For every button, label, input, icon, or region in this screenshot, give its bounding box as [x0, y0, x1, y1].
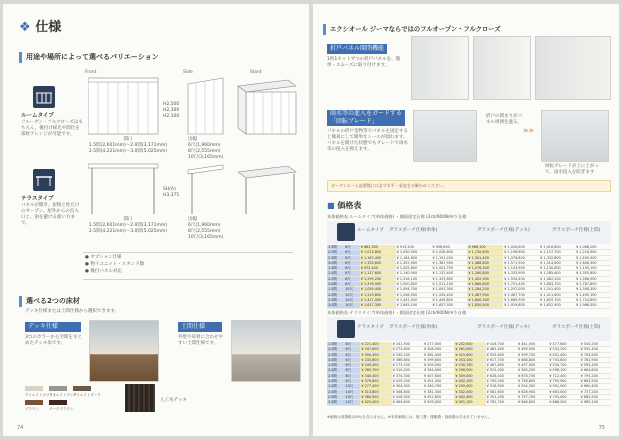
- price-cell: ¥ 563,200: [517, 368, 548, 373]
- price-cell: 1.5間: [327, 266, 344, 271]
- price-cell: 6尺: [345, 352, 361, 357]
- price-cell: 3.0間: [327, 400, 345, 405]
- price-cell: 10尺: [344, 287, 360, 292]
- price-cell: ¥ 273,100: [392, 363, 423, 368]
- price-cell: 2.0間: [327, 292, 344, 297]
- price-cell: ¥ 660,400: [580, 384, 611, 389]
- price-cell: ¥ 277,400: [360, 384, 391, 389]
- price-cell: ¥ 1,852,900: [539, 303, 575, 308]
- earth-spec-badge: 土間仕様: [178, 322, 222, 332]
- price-cell: ¥ 1,285,600: [539, 271, 575, 276]
- price-cell: ¥ 416,700: [486, 342, 517, 347]
- price-cell: ¥ 1,417,000: [360, 297, 396, 302]
- price-cell: ¥ 1,016,800: [539, 245, 575, 250]
- price-cell: ¥ 1,449,800: [432, 297, 468, 302]
- terrace-type-drawings: [88, 162, 298, 222]
- price-cell: ¥ 1,030,500: [396, 250, 432, 255]
- price-cell: ¥ 883,500: [580, 379, 611, 384]
- price-cell: ¥ 418,500: [392, 394, 423, 399]
- price-cell: 10尺: [345, 389, 361, 394]
- price-row: [327, 303, 611, 308]
- price-cell: ¥ 882,300: [360, 245, 396, 250]
- price-cell: ¥ 1,787,800: [575, 282, 611, 287]
- price-cell: ¥ 1,566,900: [575, 276, 611, 281]
- price-row: [327, 400, 611, 405]
- price-cell: ¥ 626,900: [517, 389, 548, 394]
- price-cell: ¥ 1,308,300: [575, 287, 611, 292]
- price-cell: 8尺: [344, 282, 360, 287]
- price-cell: ¥ 499,500: [517, 347, 548, 352]
- price-cell: ¥ 1,645,100: [396, 303, 432, 308]
- price-cell: ¥ 1,316,100: [396, 276, 432, 281]
- price-cell: ¥ 1,191,200: [432, 255, 468, 260]
- price-footnote: ※価格は消費税(10%)を含みません。※本体価格には、施工費・運搬費・諸経費は含まれていません。: [327, 415, 492, 419]
- price-cell: ¥ 848,800: [517, 400, 548, 405]
- price-cell: ¥ 1,441,400: [396, 297, 432, 302]
- price-cell: ¥ 1,683,700: [539, 282, 575, 287]
- price-cell: ¥ 1,301,400: [467, 255, 503, 260]
- price-cell: ¥ 595,300: [580, 363, 611, 368]
- price-cell: ¥ 1,028,600: [432, 250, 468, 255]
- price-cell: 8尺: [345, 368, 361, 373]
- price-cell: ¥ 310,200: [392, 368, 423, 373]
- price-cell: ¥ 628,400: [486, 373, 517, 378]
- price-cell: ¥ 296,500: [454, 368, 485, 373]
- price-cell: ¥ 359,000: [454, 373, 485, 378]
- arrow-right-icon: »»: [523, 126, 535, 136]
- price-cell: ¥ 781,900: [580, 357, 611, 362]
- price-cell: ¥ 758,800: [517, 379, 548, 384]
- price-cell: ¥ 1,130,800: [539, 266, 575, 271]
- price-cell: ¥ 1,219,800: [360, 292, 396, 297]
- price-cell: ¥ 353,100: [454, 357, 485, 362]
- price-cell: 8尺: [345, 363, 361, 368]
- price-cell: 6尺: [344, 260, 360, 265]
- price-cell: ¥ 1,218,900: [575, 250, 611, 255]
- price-cell: ¥ 598,100: [548, 368, 579, 373]
- price-cell: ¥ 1,689,900: [503, 297, 539, 302]
- price-cell: ¥ 631,400: [548, 352, 579, 357]
- price-cell: ¥ 1,929,800: [503, 303, 539, 308]
- room-type-drawings: [88, 76, 298, 141]
- price-cell: ¥ 1,190,100: [575, 266, 611, 271]
- terrace-type-name: テラスタイプ: [21, 196, 54, 202]
- feature-photo-3: [535, 36, 611, 100]
- price-cell: ¥ 663,000: [548, 389, 579, 394]
- terrace-type-icon: [33, 169, 55, 191]
- price-cell: ¥ 1,143,900: [503, 266, 539, 271]
- price-cell: ¥ 469,600: [392, 400, 423, 405]
- price-cell: ¥ 249,400: [360, 363, 391, 368]
- price-cell: ¥ 664,800: [580, 368, 611, 373]
- price-cell: 6尺: [344, 250, 360, 255]
- feature2-desc: パネルの折戸金物等でパネルを固定すると簡易にして簡単なシールが図れます。パネルを開けた状態でもブレードで雨水等の侵入を抑えます。: [327, 129, 408, 152]
- price-cell: 1.5間: [327, 245, 344, 250]
- price-cell: ¥ 1,476,900: [360, 282, 396, 287]
- feature2-heading: 雨水等の進入をガードする「回転ブレード」: [327, 110, 405, 126]
- terrace-price-label: 本体価格表 テラスタイプ(単体価格) ・側面固定仕様 (2ch/600N/m²) 仕様: [327, 310, 467, 315]
- price-cell: ¥ 1,094,700: [396, 287, 432, 292]
- room-badge-icon: [337, 223, 355, 241]
- price-cell: 3.0間: [327, 357, 345, 362]
- price-cell: ¥ 451,400: [423, 379, 454, 384]
- price-cell: 10尺: [345, 400, 361, 405]
- terrace-type-desc: パネルが開き、屋根と柱だけのオープン。屋外からの出入口と、雨を避ける使い方まで。: [21, 203, 80, 226]
- deck-material-sample: [125, 384, 155, 412]
- price-cell: ¥ 332,000: [454, 389, 485, 394]
- price-cell: ¥ 700,200: [486, 379, 517, 384]
- price-cell: ¥ 1,830,900: [467, 303, 503, 308]
- price-cell: 3.0間: [327, 303, 344, 308]
- room-side-dims: 出幅 6尺(1,960mm) 8尺(2,555mm) 10尺(3,165mm): [188, 137, 224, 160]
- price-cell: 2.5間: [327, 276, 344, 281]
- price-cell: ¥ 402,400: [454, 394, 485, 399]
- price-cell: 6尺: [344, 245, 360, 250]
- price-cell: 2.5間: [327, 352, 345, 357]
- terrace-side-dims: 出幅 6尺(1,960mm) 8尺(2,555mm) 10尺(3,165mm): [188, 217, 224, 240]
- price-cell: ¥ 1,332,800: [539, 255, 575, 260]
- price-cell: ¥ 1,091,300: [432, 287, 468, 292]
- price-cell: ¥ 308,500: [423, 347, 454, 352]
- price-cell: ¥ 795,900: [548, 379, 579, 384]
- blade-photo-1: [413, 110, 477, 162]
- price-cell: ¥ 497,900: [517, 363, 548, 368]
- price-cell: ¥ 503,000: [423, 400, 454, 405]
- price-cell: ¥ 554,300: [517, 384, 548, 389]
- price-cell: ¥ 591,900: [548, 384, 579, 389]
- price-cell: ¥ 1,117,600: [360, 271, 396, 276]
- room-heights: H2,500 H2,300 H2,100: [163, 102, 180, 119]
- price-cell: 6尺: [344, 255, 360, 260]
- price-cell: ¥ 712,400: [548, 373, 579, 378]
- price-cell: 2.0間: [327, 347, 345, 352]
- price-cell: ¥ 300,300: [360, 352, 391, 357]
- price-cell: ¥ 344,900: [423, 368, 454, 373]
- terrace-heights: SH(A) H3,375: [163, 187, 180, 198]
- price-cell: ¥ 362,400: [423, 352, 454, 357]
- terrace-price-header: テラスタイプ ガラスポーチ仕様(単体) ガラスポーチ仕様(デッキ) ガラスポーチ仕様(土間): [327, 317, 611, 341]
- price-cell: ¥ 617,700: [486, 357, 517, 362]
- price-cell: ¥ 1,246,500: [396, 292, 432, 297]
- price-cell: ¥ 330,100: [392, 352, 423, 357]
- deck-photo: [89, 320, 159, 382]
- earth-spec-desc: 外壁や床材に合わせやすい土間仕様です。: [178, 335, 223, 346]
- variation-heading: 用途や場所によって選べるバリエーション: [19, 52, 299, 63]
- price-cell: 2.0間: [327, 271, 344, 276]
- price-cell: ¥ 315,600: [454, 352, 485, 357]
- price-cell: ¥ 346,800: [392, 389, 423, 394]
- deck-color-swatches: クリエイトホワイト クリエイトグレイ クリエイトダーク ブラウン ダークブラウン: [25, 386, 145, 416]
- blade-caption-1: 折戸の閉まりがパネル周囲を遮る。: [486, 114, 522, 125]
- price-cell: ¥ 737,200: [580, 389, 611, 394]
- price-cell: 2.5間: [327, 297, 344, 302]
- price-cell: 10尺: [345, 394, 361, 399]
- price-cell: ¥ 380,500: [360, 394, 391, 399]
- deck-spec-badge: デッキ仕様: [25, 322, 81, 332]
- price-cell: ¥ 477,600: [548, 342, 579, 347]
- price-cell: ¥ 704,900: [580, 352, 611, 357]
- price-cell: 8尺: [344, 276, 360, 281]
- price-cell: 2.0間: [327, 250, 344, 255]
- price-cell: ¥ 1,452,300: [467, 276, 503, 281]
- price-cell: 8尺: [345, 373, 361, 378]
- right-title: エクシオール ジーマならではのフルオープン・フルクローズ: [323, 24, 613, 35]
- price-cell: ¥ 368,800: [392, 357, 423, 362]
- price-cell: ¥ 1,352,900: [396, 260, 432, 265]
- room-price-label: 本体価格表 ルームタイプ(単体価格) ・側面固定仕様 (2ch/600N/m²) 仕様: [327, 214, 467, 219]
- price-cell: ¥ 555,600: [486, 352, 517, 357]
- price-cell: 6尺: [345, 342, 361, 347]
- blade-photo-2: [541, 110, 609, 162]
- price-cell: ¥ 592,400: [580, 347, 611, 352]
- price-cell: ¥ 1,184,800: [396, 255, 432, 260]
- price-cell: ¥ 467,800: [486, 363, 517, 368]
- left-page: [3, 4, 309, 436]
- price-heading: ■ 価格表: [327, 201, 362, 210]
- price-cell: ¥ 1,409,300: [575, 255, 611, 260]
- price-cell: ¥ 425,400: [360, 400, 391, 405]
- price-cell: ¥ 1,333,600: [360, 260, 396, 265]
- price-cell: ¥ 1,076,300: [467, 266, 503, 271]
- price-cell: ¥ 241,500: [392, 342, 423, 347]
- price-cell: ¥ 599,700: [517, 352, 548, 357]
- price-cell: ¥ 1,606,300: [575, 260, 611, 265]
- price-marker-icon: ■: [327, 201, 335, 210]
- price-cell: ¥ 1,534,400: [503, 276, 539, 281]
- price-cell: ¥ 518,900: [486, 384, 517, 389]
- price-cell: 1.5間: [327, 363, 345, 368]
- price-cell: ¥ 1,001,700: [432, 266, 468, 271]
- price-cell: ¥ 1,376,800: [503, 255, 539, 260]
- price-cell: ¥ 399,800: [423, 357, 454, 362]
- price-cell: ¥ 581,600: [486, 389, 517, 394]
- price-cell: ¥ 1,660,800: [467, 282, 503, 287]
- terrace-price-table: [327, 342, 611, 406]
- price-cell: 6尺: [345, 357, 361, 362]
- price-cell: ¥ 273,600: [392, 347, 423, 352]
- price-cell: ¥ 1,467,700: [503, 292, 539, 297]
- price-cell: 2.0間: [327, 389, 345, 394]
- price-cell: ¥ 451,100: [454, 400, 485, 405]
- price-cell: ¥ 202,000: [454, 342, 485, 347]
- feature1-desc: 1枚1セットずつの折戸パネルを、簡単・スムーズに取り付けます。: [327, 57, 401, 68]
- deck-spec-desc: 3つのカラーから空間をまとめたデッキ床です。: [25, 335, 82, 346]
- price-cell: ¥ 668,800: [517, 357, 548, 362]
- price-cell: ¥ 888,200: [548, 400, 579, 405]
- price-cell: ¥ 1,968,500: [575, 303, 611, 308]
- blade-caption-2: 回転ブレードが上に上がって、雨水侵入を防ぎます: [545, 164, 599, 175]
- price-cell: ¥ 795,200: [580, 373, 611, 378]
- options-notes: ● オプション仕様 ● 物干ユニット・スタンド類 ● 後付パネル対応: [83, 252, 293, 280]
- price-cell: ¥ 1,295,200: [360, 276, 396, 281]
- floor-desc: デッキ仕様または土間仕様から選択できます。: [25, 309, 120, 314]
- price-cell: ¥ 906,600: [432, 245, 468, 250]
- price-cell: ¥ 379,600: [360, 379, 391, 384]
- price-cell: ¥ 1,600,300: [467, 297, 503, 302]
- price-cell: ¥ 1,013,600: [360, 250, 396, 255]
- price-cell: 1.5間: [327, 384, 345, 389]
- price-cell: ¥ 340,400: [360, 373, 391, 378]
- price-cell: ¥ 340,700: [423, 384, 454, 389]
- price-cell: 3.0間: [327, 260, 344, 265]
- feature1-heading: 折戸パネル開閉機能: [327, 44, 387, 54]
- price-cell: ¥ 533,200: [548, 347, 579, 352]
- price-cell: ¥ 230,700: [454, 363, 485, 368]
- price-cell: ¥ 1,066,200: [575, 245, 611, 250]
- price-cell: ¥ 1,059,400: [360, 287, 396, 292]
- price-cell: ¥ 462,400: [486, 347, 517, 352]
- price-cell: ¥ 1,751,400: [503, 282, 539, 287]
- price-cell: 3.0間: [327, 282, 344, 287]
- price-cell: 6尺: [345, 347, 361, 352]
- price-cell: ¥ 1,488,800: [467, 260, 503, 265]
- price-cell: ¥ 1,140,900: [396, 271, 432, 276]
- price-cell: ¥ 678,700: [517, 373, 548, 378]
- view-label-front: Front: [85, 70, 97, 75]
- price-cell: 3.0間: [327, 379, 345, 384]
- price-cell: ¥ 452,800: [423, 394, 454, 399]
- feature-photo-2: [473, 36, 531, 100]
- price-cell: ¥ 1,257,000: [503, 287, 539, 292]
- price-cell: ¥ 402,100: [454, 379, 485, 384]
- price-cell: 8尺: [344, 271, 360, 276]
- deck-photo-caption: 人工木デッキ: [160, 398, 187, 403]
- price-cell: ¥ 1,005,800: [396, 266, 432, 271]
- price-cell: ¥ 530,200: [580, 342, 611, 347]
- price-cell: 8尺: [344, 266, 360, 271]
- price-cell: 2.0間: [327, 368, 345, 373]
- price-cell: ¥ 1,657,500: [432, 303, 468, 308]
- price-cell: ¥ 534,700: [548, 363, 579, 368]
- price-cell: ¥ 701,200: [486, 394, 517, 399]
- price-cell: ¥ 333,800: [360, 357, 391, 362]
- terrace-front-dims: 間口 1.5間(2,601mm)～2.0間(3,171mm) 2.5間(4,221mm)～3.0間(5,025mm): [88, 217, 168, 234]
- price-cell: 2.5間: [327, 255, 344, 260]
- price-cell: ¥ 247,600: [360, 347, 391, 352]
- price-cell: ¥ 1,130,600: [467, 250, 503, 255]
- earth-photo: [231, 320, 301, 382]
- price-cell: ¥ 1,167,400: [360, 255, 396, 260]
- room-type-desc: フルーブン・フルクローズはもちろん、後付け採光や間仕を部材アレンジが可能です。: [21, 120, 83, 137]
- price-cell: 10尺: [344, 297, 360, 302]
- price-cell: 2.5間: [327, 394, 345, 399]
- price-cell: ¥ 1,724,800: [575, 297, 611, 302]
- price-cell: ¥ 1,157,700: [539, 250, 575, 255]
- price-cell: ¥ 1,260,800: [467, 271, 503, 276]
- price-cell: ¥ 1,137,400: [432, 271, 468, 276]
- price-cell: ¥ 1,482,200: [539, 276, 575, 281]
- price-cell: ¥ 1,411,800: [539, 292, 575, 297]
- price-cell: ¥ 280,700: [360, 368, 391, 373]
- room-type-icon: [33, 86, 55, 108]
- price-cell: ¥ 1,571,900: [503, 260, 539, 265]
- price-cell: ¥ 419,200: [392, 379, 423, 384]
- right-page: [313, 4, 619, 436]
- price-cell: ¥ 966,100: [467, 245, 503, 250]
- diamond-icon: ❖: [19, 20, 31, 35]
- price-cell: ¥ 757,700: [517, 394, 548, 399]
- view-label-side: Side: [183, 70, 193, 75]
- price-cell: 10尺: [344, 292, 360, 297]
- price-cell: ¥ 221,400: [360, 342, 391, 347]
- price-cell: 1.5間: [327, 287, 344, 292]
- price-cell: ¥ 1,184,200: [467, 287, 503, 292]
- price-cell: ¥ 261,000: [454, 347, 485, 352]
- room-type-name: ルームタイプ: [21, 113, 54, 119]
- page-number-left: 74: [17, 425, 24, 431]
- price-cell: ¥ 381,300: [423, 389, 454, 394]
- price-cell: ¥ 972,400: [360, 266, 396, 271]
- price-cell: ¥ 1,617,300: [360, 303, 396, 308]
- price-cell: ¥ 913,200: [396, 245, 432, 250]
- price-cell: ¥ 1,026,600: [503, 245, 539, 250]
- price-cell: ¥ 277,000: [423, 342, 454, 347]
- price-cell: 8尺: [345, 379, 361, 384]
- price-cell: ¥ 313,800: [360, 389, 391, 394]
- price-cell: ¥ 1,387,900: [467, 292, 503, 297]
- price-cell: 2.5間: [327, 373, 345, 378]
- room-price-table: [327, 245, 611, 309]
- room-price-header: ルームタイプ ガラスポーチ仕様(単体) ガラスポーチ仕様(デッキ) ガラスポーチ仕様(土間): [327, 221, 611, 244]
- notice-box: ガーデンルーム設置後には必ず水平・垂直をお確かめください。: [327, 180, 611, 192]
- price-cell: ¥ 793,400: [548, 394, 579, 399]
- price-cell: ¥ 1,511,100: [432, 282, 468, 287]
- price-cell: 1.5間: [327, 342, 345, 347]
- price-cell: 10尺: [345, 384, 361, 389]
- price-cell: ¥ 259,400: [454, 384, 485, 389]
- price-cell: ¥ 703,600: [548, 357, 579, 362]
- price-cell: ¥ 374,300: [392, 373, 423, 378]
- room-front-dims: 間口 1.5間(2,601mm)～2.0間(3,171mm) 2.5間(4,221mm)～3.0間(5,025mm): [88, 137, 168, 154]
- price-cell: ¥ 1,323,800: [432, 276, 468, 281]
- price-cell: 10尺: [344, 303, 360, 308]
- feature-photo-1: [411, 36, 469, 100]
- price-cell: ¥ 407,600: [423, 373, 454, 378]
- price-cell: ¥ 985,100: [580, 400, 611, 405]
- floor-heading: 選べる2つの床材: [19, 296, 299, 307]
- price-cell: ¥ 1,241,400: [539, 287, 575, 292]
- price-cell: ¥ 1,514,600: [539, 260, 575, 265]
- price-cell: ¥ 1,361,900: [432, 260, 468, 265]
- price-cell: ¥ 1,629,700: [539, 297, 575, 302]
- price-cell: ¥ 1,196,600: [503, 250, 539, 255]
- price-cell: ¥ 1,490,100: [575, 292, 611, 297]
- price-cell: ¥ 782,700: [486, 400, 517, 405]
- price-cell: ¥ 441,500: [517, 342, 548, 347]
- price-cell: ¥ 1,243,400: [432, 292, 468, 297]
- price-cell: ¥ 304,300: [392, 384, 423, 389]
- terrace-badge-icon: [337, 320, 355, 338]
- price-cell: ¥ 1,500,800: [396, 282, 432, 287]
- price-cell: ¥ 309,000: [423, 363, 454, 368]
- page-number-right: 75: [598, 425, 605, 431]
- view-label-slant: Slant: [250, 70, 262, 75]
- price-cell: ¥ 1,333,900: [503, 271, 539, 276]
- price-cell: ¥ 522,000: [486, 368, 517, 373]
- section-title-spec: ❖ 仕様: [19, 20, 62, 35]
- price-cell: ¥ 885,500: [580, 394, 611, 399]
- price-cell: ¥ 1,355,800: [575, 271, 611, 276]
